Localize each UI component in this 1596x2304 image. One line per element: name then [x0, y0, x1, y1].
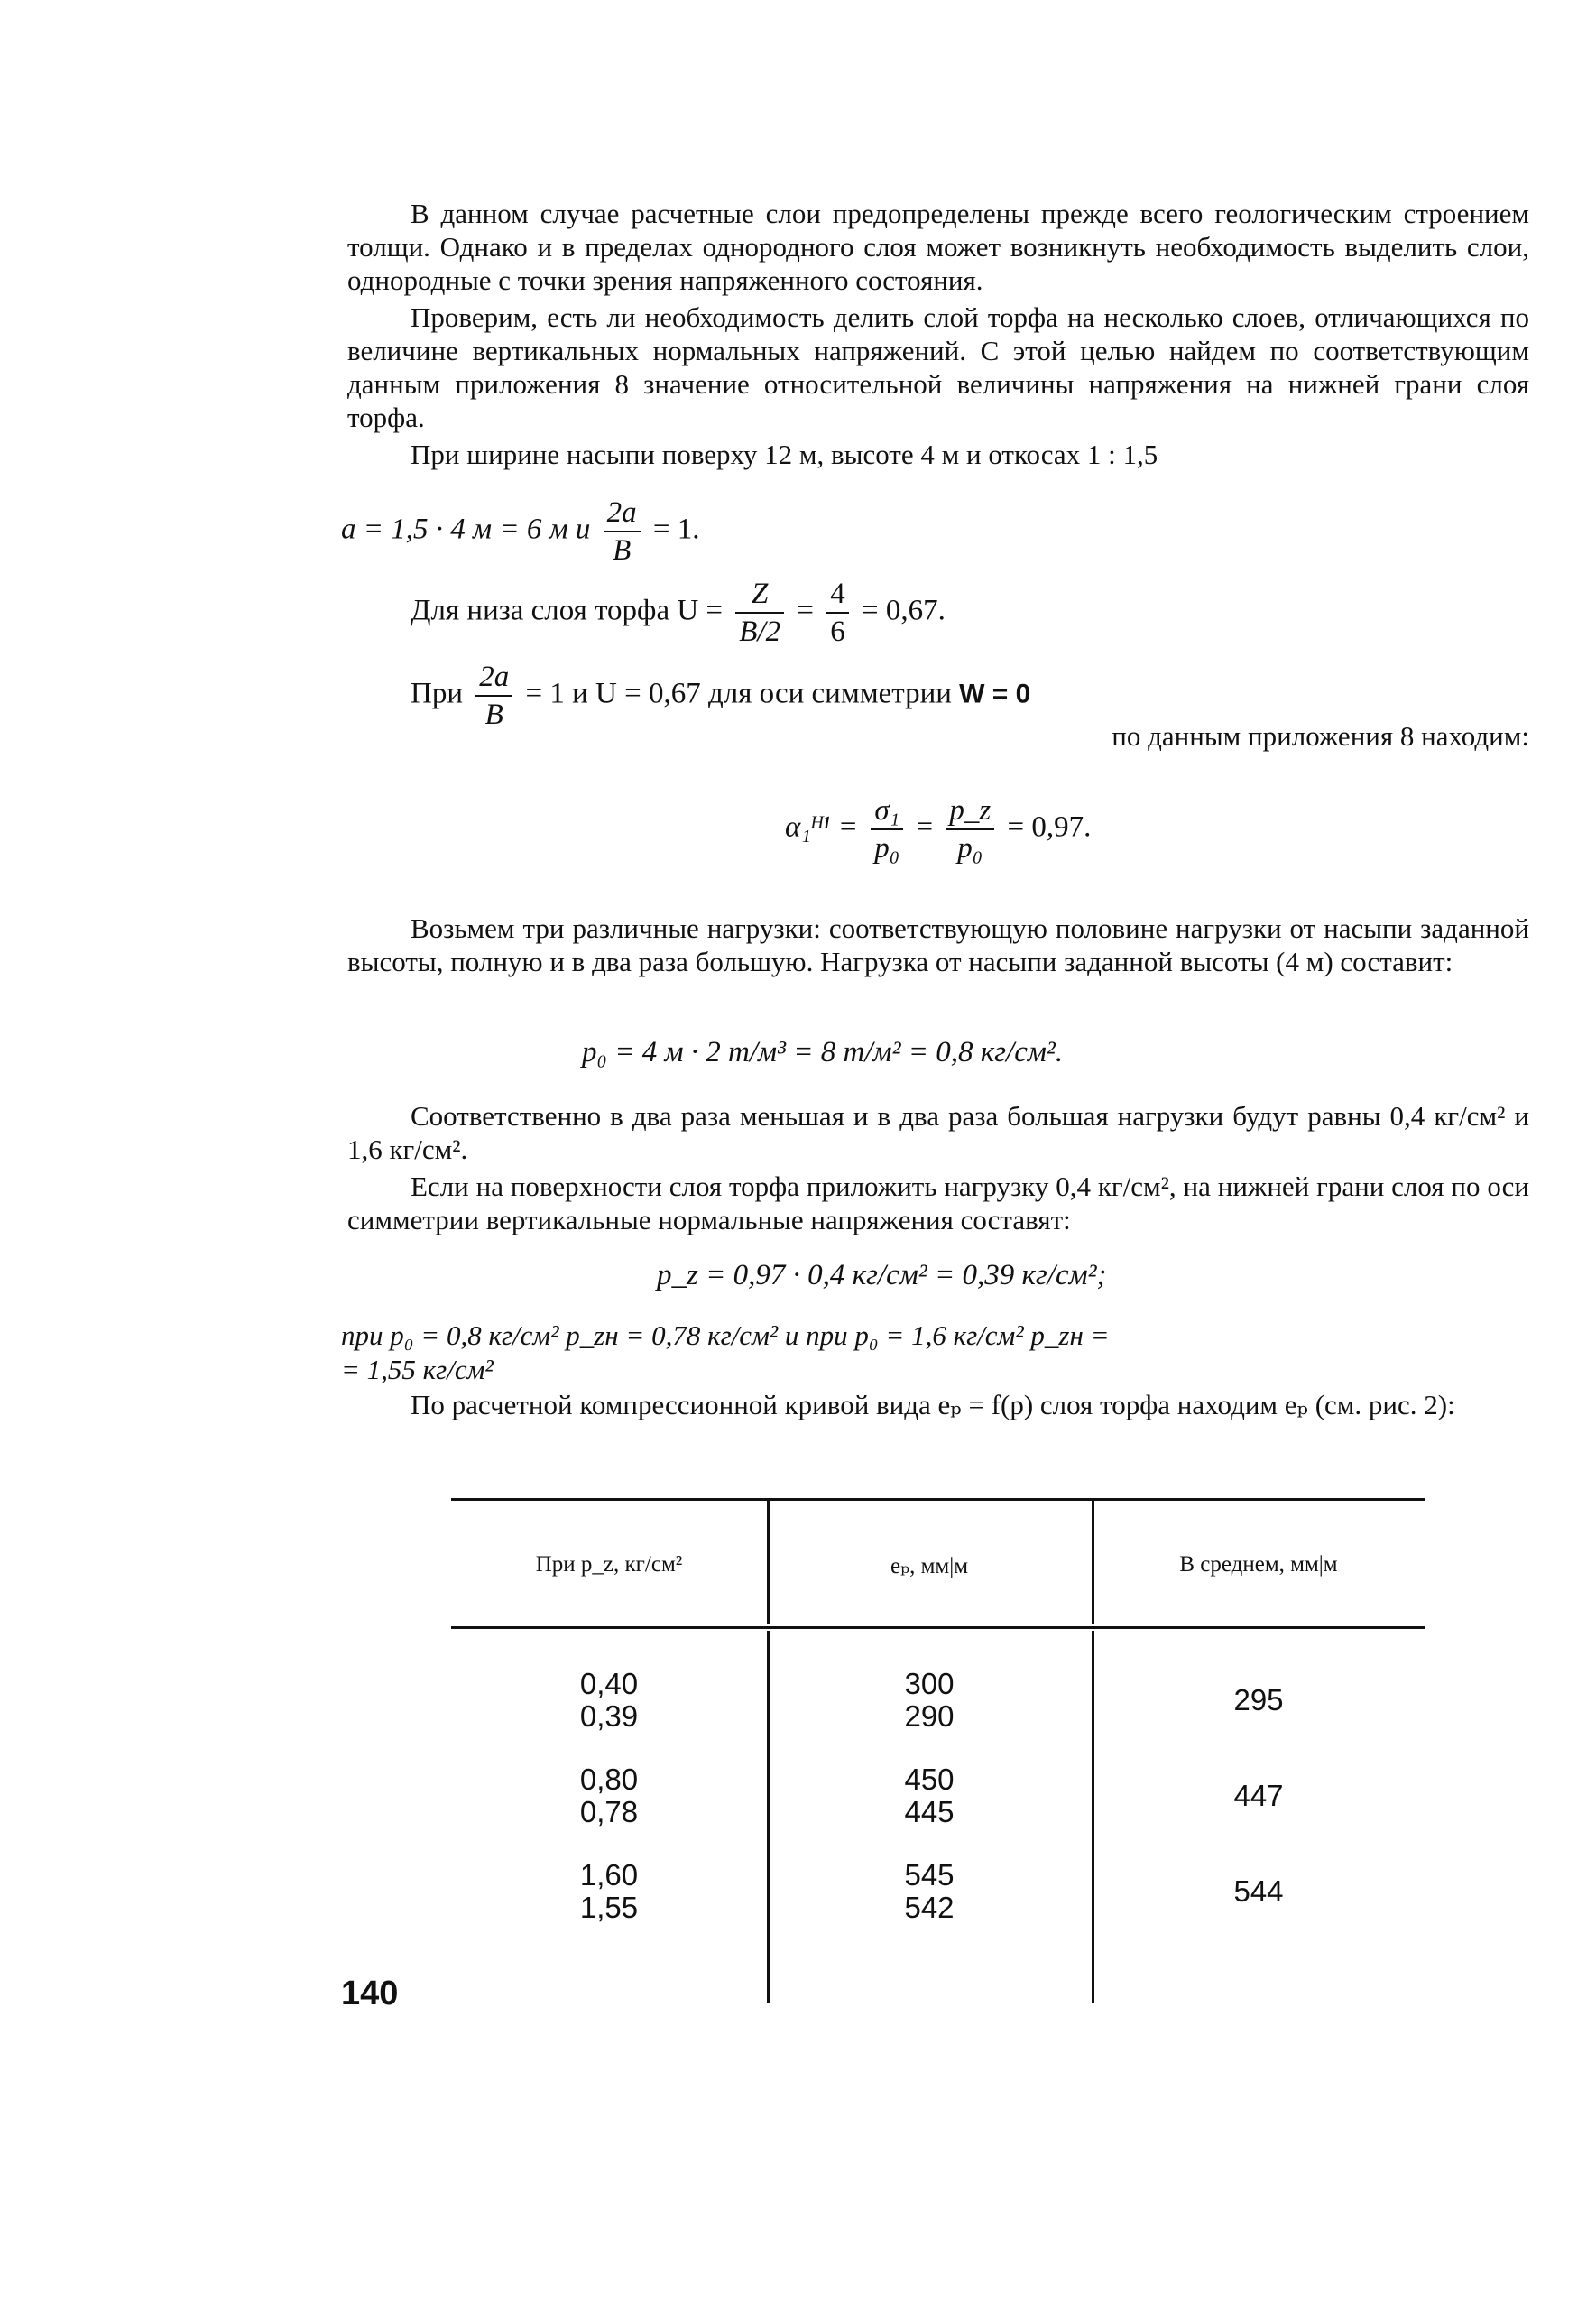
table-row-1-pz: 0,40 0,39 [579, 1667, 639, 1733]
paragraph-2: Проверим, есть ли необходимость делить слой торфа на несколько слоев, отличающихся по величине вертикальных нормальных напряжений. С этой целью найдем по соответствующим данным приложения 8 значение относительной величины напряжения на нижней грани слоя торфа. [347, 301, 1529, 433]
table-row-1-ep: 300 290 [904, 1667, 955, 1733]
results-table [451, 1498, 1425, 2003]
equation-p8-line2: = 1,55 кг/см² [341, 1354, 494, 1385]
equation-p0: p₀ = 4 м · 2 т/м³ = 8 т/м² = 0,8 кг/см². [582, 1036, 1064, 1069]
table-row-3-pz: 1,60 1,55 [579, 1858, 639, 1924]
text-lower [347, 1099, 1529, 1236]
table-row-2-ep: 450 445 [904, 1763, 955, 1828]
table-header-ep: eₚ, мм|м [890, 1554, 969, 1578]
table-row-2-pz: 0,80 0,78 [579, 1763, 639, 1828]
equation-p8-line1: при p₀ = 0,8 кг/см² p_zн = 0,78 кг/см² и при p₀ = 1,6 кг/см² p_zн = [341, 1319, 1110, 1351]
table-header-rule [451, 1626, 1425, 1629]
text-p9 [347, 1388, 1529, 1421]
equation-u: Для низа слоя торфа U = $\frac{Z}{B/2}$ = $\frac{4}{6}$ = 0,67. [411, 578, 946, 648]
equation-a: a = 1,5 · 4 м = 6 м и $\frac{2a}{B}$ = 1. [341, 496, 700, 567]
paragraph-9: По расчетной компрессионной кривой вида eₚ = f(p) слоя торфа находим eₚ (см. рис. 2): [411, 1389, 1455, 1420]
table-header-avg: В среднем, мм|м [1179, 1552, 1338, 1577]
equation-pz: p_z = 0,97 · 0,4 кг/см² = 0,39 кг/см²; [657, 1259, 1107, 1291]
table-row-1-avg: 295 [1233, 1683, 1284, 1716]
paragraph-1: В данном случае расчетные слои предопределены прежде всего геологическим строением толщи. Однако и в пределах однородного слоя может возникнуть необходимость выделить слои, однородные с точки зрения напряженного состояния. [347, 198, 1529, 296]
equation-alpha: α₁ᴴ¹ = $\frac{\text{σ₁}}{\text{p₀}}$ = $\frac{p\_z}{\text{p₀}}$ = 0,97. [785, 794, 1092, 865]
table-row-3-ep: 545 542 [904, 1858, 955, 1924]
text-top [347, 197, 1529, 471]
paragraph-4-tail: по данным приложения 8 находим: [1112, 720, 1529, 752]
paragraph-3: При ширине насыпи поверху 12 м, высоте 4 м и откосах 1 : 1,5 [411, 439, 1158, 470]
equation-pri: При $\frac{2a}{B}$ = 1 и U = 0,67 для оси симметрии W = 0 [411, 661, 1031, 731]
table-top-rule [451, 1498, 1425, 1501]
paragraph-5: Возьмем три различные нагрузки: соответствующую половине нагрузки от насыпи заданной высоты, полную и в два раза большую. Нагрузка от насыпи заданной высоты (4 м) составит: [347, 912, 1529, 977]
table-header-pz: При p_z, кг/см² [535, 1552, 683, 1577]
text-pri-tail [347, 719, 1529, 753]
paragraph-6: Соответственно в два раза меньшая и в два раза большая нагрузки будут равны 0,4 кг/см² и 1,6 кг/см². [347, 1100, 1529, 1165]
table-row-3-avg: 544 [1233, 1874, 1284, 1908]
table-row-2-avg: 447 [1233, 1779, 1284, 1812]
paragraph-7: Если на поверхности слоя торфа приложить нагрузку 0,4 кг/см², на нижней грани слоя по оси симметрии вертикальные нормальные напряжения составят: [347, 1171, 1529, 1235]
text-middle [347, 911, 1529, 978]
page-number: 140 [341, 1975, 399, 2013]
